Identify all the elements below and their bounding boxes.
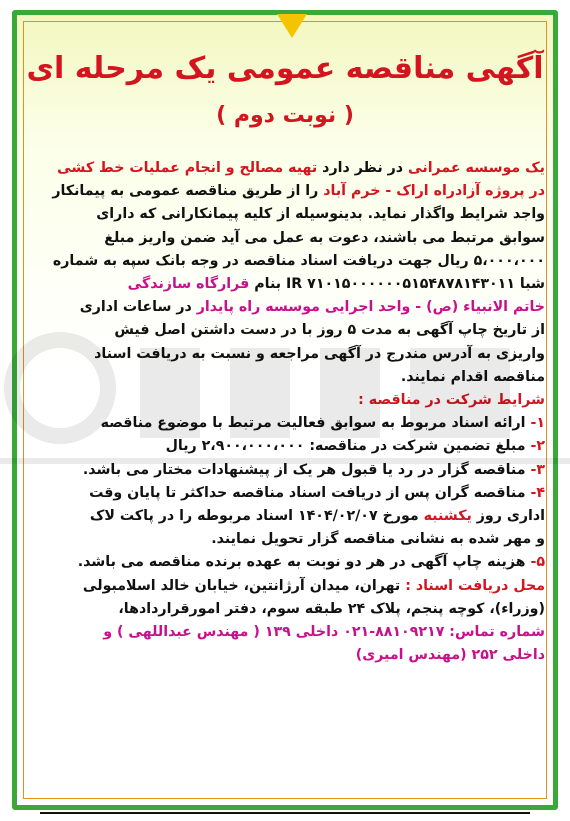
condition-item: ۳- مناقصه گزار در رد یا قبول هر یک از پیشنهادات مختار می باشد. [82, 461, 545, 478]
notice-body [23, 157, 545, 667]
body-line: سوابق مرتبط می باشند، دعوت به عمل می آید ضمن واریز مبلغ [104, 229, 545, 246]
address-line: محل دریافت اسناد : تهران، میدان آرژانتین، خیابان خالد اسلامبولی [82, 577, 545, 594]
notice-title: آگهی مناقصه عمومی یک مرحله ای [26, 51, 544, 86]
body-line: و مهر شده به نشانی مناقصه گزار تحویل نمایند. [211, 531, 545, 548]
body-line: واریزی به آدرس مندرج در آگهی مراجعه و نسبت به دریافت اسناد [94, 345, 545, 362]
condition-item: ۵- هزینه چاپ آگهی در هر دو نوبت به عهده برنده مناقصه می باشد. [77, 554, 545, 571]
conditions-heading: شرایط شرکت در مناقصه : [358, 392, 545, 409]
bottom-rule [40, 812, 530, 814]
body-line: در پروژه آزادراه اراک - خرم آباد را از طریق مناقصه عمومی به پیمانکار [52, 183, 545, 200]
body-line: شبا IR ۷۱۰۱۵۰۰۰۰۰۰۵۱۵۴۸۷۸۱۴۳۰۱۱ بنام قرارگاه سازندگی [127, 276, 545, 293]
body-line: واجد شرایط واگذار نماید. بدینوسیله از کلیه پیمانکارانی که دارای [96, 206, 545, 223]
contact-line: داخلی ۲۵۲ (مهندس امیری) [355, 647, 545, 664]
condition-item: ۱- ارائه اسناد مربوط به سوابق فعالیت مرتبط با موضوع مناقصه [100, 415, 545, 432]
body-line: خاتم الانبیاء (ص) - واحد اجرایی موسسه راه پایدار در ساعات اداری [79, 299, 545, 316]
notice-subtitle: ( نوبت دوم ) [216, 103, 354, 128]
body-line: از تاریخ چاپ آگهی به مدت ۵ روز با در دست داشتن اصل فیش [114, 322, 545, 339]
body-line: ۵،۰۰۰،۰۰۰ ریال جهت دریافت اسناد مناقصه در وجه بانک سپه به شماره [52, 252, 545, 269]
address-line: (وزراء)، کوچه پنجم، پلاک ۲۴ طبقه سوم، دفتر امورقراردادها، [118, 600, 545, 617]
contact-line: شماره تماس: ۸۸۱۰۹۲۱۷-۰۲۱ داخلی ۱۳۹ ( مهندس عبداللهی ) و [103, 624, 545, 641]
condition-item: ۲- مبلغ تضمین شرکت در مناقصه: ۲،۹۰۰،۰۰۰،۰۰۰ ریال [165, 438, 545, 455]
body-line: اداری روز یکشنبه مورخ ۱۴۰۴/۰۲/۰۷ اسناد مربوطه را در پاکت لاک [89, 508, 545, 525]
condition-item: ۴- مناقصه گران پس از دریافت اسناد مناقصه حداکثر تا پایان وقت [89, 484, 545, 501]
triangle-ornament-icon [277, 14, 307, 38]
body-line: یک موسسه عمرانی در نظر دارد تهیه مصالح و انجام عملیات خط کشی [57, 160, 545, 176]
body-line: مناقصه اقدام نمایند. [400, 368, 545, 385]
notice-frame [12, 10, 558, 810]
